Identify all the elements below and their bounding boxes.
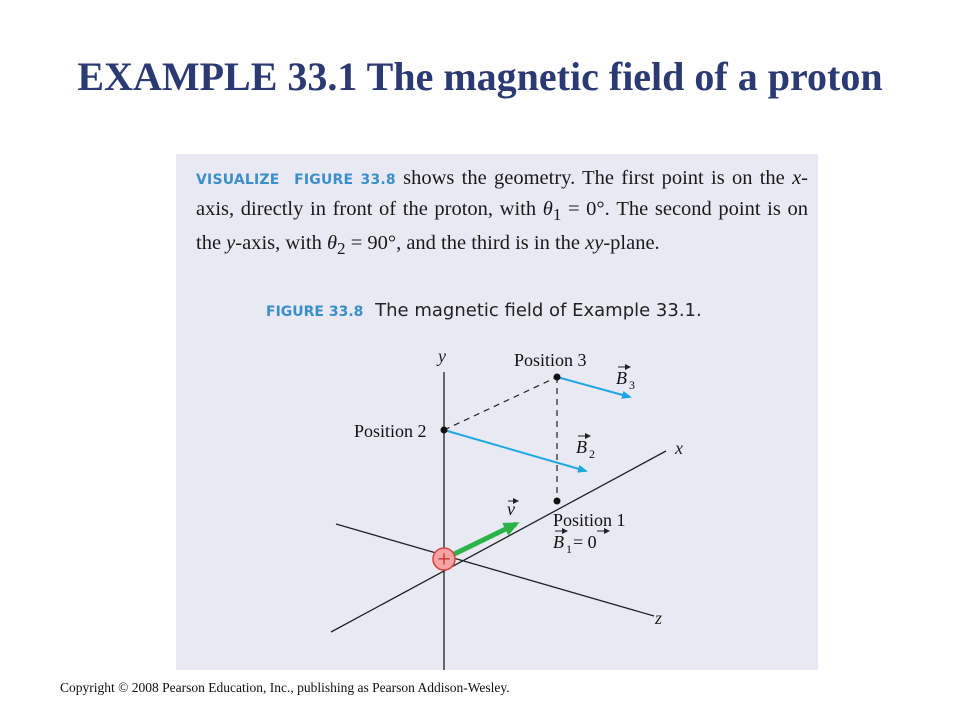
proton-plus-sign: +	[437, 547, 451, 573]
z-axis-label: z	[655, 608, 663, 628]
theta-1-subscript: 1	[552, 205, 562, 225]
theta-2: θ	[326, 232, 338, 255]
y-variable: y	[226, 232, 236, 255]
svg-text:B: B	[616, 368, 627, 388]
svg-text:B: B	[553, 532, 564, 552]
b3-label	[616, 367, 635, 392]
svg-text:v: v	[507, 499, 515, 519]
svg-text:= 0: = 0	[573, 532, 597, 552]
position-1-label: Position 1	[553, 510, 626, 530]
example-panel	[176, 154, 818, 670]
position-2-dot	[441, 427, 448, 434]
svg-text:B: B	[576, 437, 587, 457]
visualize-text-5: = 90°, and the third is in the	[345, 232, 586, 255]
z-axis	[336, 524, 654, 616]
dashed-line-2-to-3	[444, 377, 557, 430]
position-1-dot	[554, 498, 561, 505]
position-3-label: Position 3	[514, 350, 587, 370]
svg-text:2: 2	[589, 447, 595, 461]
visualize-heading: VISUALIZE	[196, 172, 280, 188]
copyright-footer: Copyright © 2008 Pearson Education, Inc., publishing as Pearson Addison-Wesley.	[60, 680, 510, 695]
visualize-text-1: shows the geometry. The first point is on the	[395, 167, 793, 189]
svg-text:3: 3	[629, 378, 635, 392]
x-axis-label: x	[675, 438, 683, 458]
figure-caption-text: The magnetic field of Example 33.1.	[375, 300, 702, 321]
theta-1: θ	[542, 198, 553, 220]
visualize-text-6: -plane.	[603, 232, 660, 255]
position-2-label: Position 2	[354, 421, 427, 441]
velocity-vector	[444, 524, 516, 559]
visualize-text-3: = 0°. The second point is on the	[196, 198, 808, 255]
position-3-dot	[554, 374, 561, 381]
v-label	[507, 499, 518, 519]
b2-label	[576, 436, 595, 461]
slide-title: EXAMPLE 33.1 The magnetic field of a proton	[77, 54, 883, 99]
b2-vector	[444, 430, 586, 471]
x-variable: x	[792, 167, 802, 189]
visualize-text-2: -axis, directly in front of the proton, with	[196, 167, 808, 220]
svg-text:1: 1	[566, 542, 572, 556]
visualize-text-4: -axis, with	[235, 232, 327, 255]
b1-zero-label	[553, 531, 609, 556]
figure-reference: FIGURE 33.8	[294, 172, 396, 188]
figure-label: FIGURE 33.8	[266, 304, 364, 320]
magnetic-field-diagram	[176, 154, 818, 670]
y-axis-label: y	[438, 346, 446, 366]
xy-variable: xy	[585, 232, 604, 255]
theta-2-subscript: 2	[337, 239, 346, 259]
